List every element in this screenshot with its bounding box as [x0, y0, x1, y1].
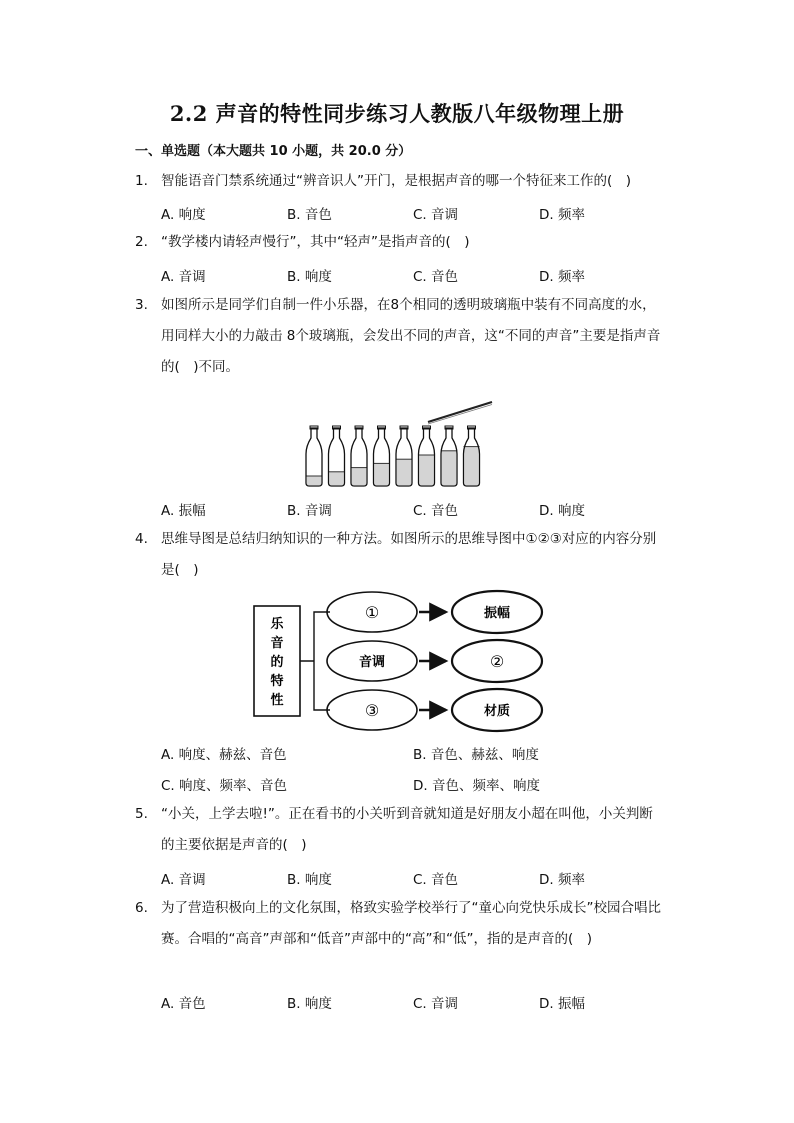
- option-a: A. 音调: [161, 872, 206, 888]
- mindmap-right-label: 材质: [483, 704, 511, 719]
- option-b: B. 音色: [287, 207, 332, 223]
- option-c: C. 音色: [413, 872, 459, 888]
- options-4-row-1: [161, 743, 671, 767]
- options-6: [161, 992, 671, 1016]
- mindmap-root-char: 特: [270, 674, 284, 689]
- mindmap-root-char: 性: [270, 693, 284, 708]
- option-a: A. 响度: [161, 207, 206, 223]
- question-stem: 如图所示是同学们自制一件小乐器，在8个相同的透明玻璃瓶中装有不同高度的水，用同样大小的力敲击 8个玻璃瓶，会发出不同的声音，这“不同的声音”主要是指声音的( )不同。: [161, 297, 661, 375]
- option-d: D. 振幅: [539, 996, 585, 1012]
- question-6: [135, 893, 665, 955]
- question-3: [135, 290, 665, 383]
- option-d: D. 音色、频率、响度: [413, 778, 540, 794]
- options-4-row-2: [161, 774, 671, 798]
- question-5: [135, 799, 665, 861]
- bottle-water: [375, 463, 389, 485]
- option-c: C. 音调: [413, 996, 459, 1012]
- question-number: 1.: [135, 173, 148, 189]
- question-2: [135, 227, 665, 258]
- bottle-water: [420, 455, 434, 485]
- bottle-water: [330, 472, 344, 485]
- options-2: [161, 265, 671, 289]
- bottles-figure: [300, 398, 500, 490]
- option-a: A. 音调: [161, 269, 206, 285]
- question-1: [135, 166, 665, 197]
- question-number: 3.: [135, 297, 148, 313]
- question-stem: 为了营造积极向上的文化氛围，格致实验学校举行了“童心向党快乐成长”校园合唱比赛。合唱的“高音”声部和“低音”声部中的“高”和“低”，指的是声音的( ): [161, 900, 661, 947]
- mindmap-right-label: 振幅: [483, 606, 511, 621]
- options-3: [161, 499, 671, 523]
- question-number: 4.: [135, 531, 148, 547]
- bottle-water: [442, 451, 456, 485]
- question-stem: 思维导图是总结归纳知识的一种方法。如图所示的思维导图中①②③对应的内容分别是( ): [161, 531, 657, 578]
- option-b: B. 响度: [287, 996, 332, 1012]
- option-a: A. 响度、赫兹、音色: [161, 747, 287, 763]
- mindmap-bracket: [300, 612, 330, 710]
- question-number: 2.: [135, 234, 148, 250]
- option-d: D. 响度: [539, 503, 585, 519]
- question-stem: “小关，上学去啦!”。正在看书的小关听到音就知道是好朋友小超在叫他，小关判断的主要依据是声音的( ): [161, 806, 653, 853]
- mindmap-root-char: 乐: [270, 617, 284, 632]
- option-a: A. 音色: [161, 996, 206, 1012]
- question-number: 6.: [135, 900, 148, 916]
- mindmap-left-label: 音调: [358, 655, 386, 670]
- mindmap-left-label: ①: [364, 603, 380, 622]
- option-c: C. 音调: [413, 207, 459, 223]
- option-a: A. 振幅: [161, 503, 206, 519]
- option-b: B. 响度: [287, 269, 332, 285]
- option-c: C. 音色: [413, 503, 459, 519]
- option-d: D. 频率: [539, 872, 585, 888]
- mind-map: [250, 588, 550, 736]
- page-title: 2.2 声音的特性同步练习人教版八年级物理上册: [169, 101, 625, 126]
- mindmap-right-label: ②: [489, 652, 505, 671]
- section-heading: 一、单选题（本大题共 10 小题，共 20.0 分）: [135, 144, 412, 159]
- striking-stick: [428, 402, 492, 422]
- option-d: D. 频率: [539, 269, 585, 285]
- option-b: B. 音色、赫兹、响度: [413, 747, 539, 763]
- bottle-water: [352, 468, 366, 485]
- bottle-water: [465, 447, 479, 485]
- option-b: B. 音调: [287, 503, 332, 519]
- bottle-water: [307, 476, 321, 485]
- mindmap-root-char: 的: [270, 655, 284, 670]
- option-d: D. 频率: [539, 207, 585, 223]
- option-b: B. 响度: [287, 872, 332, 888]
- question-number: 5.: [135, 806, 148, 822]
- question-stem: 智能语音门禁系统通过“辨音识人”开门，是根据声音的哪一个特征来工作的( ): [161, 173, 632, 189]
- mindmap-left-label: ③: [364, 701, 380, 720]
- question-stem: “教学楼内请轻声慢行”，其中“轻声”是指声音的( ): [161, 234, 470, 250]
- options-5: [161, 868, 671, 892]
- question-4: [135, 524, 665, 586]
- options-1: [161, 203, 671, 227]
- option-c: C. 响度、频率、音色: [161, 778, 288, 794]
- option-c: C. 音色: [413, 269, 459, 285]
- bottle-water: [397, 459, 411, 485]
- mindmap-root-char: 音: [270, 636, 284, 651]
